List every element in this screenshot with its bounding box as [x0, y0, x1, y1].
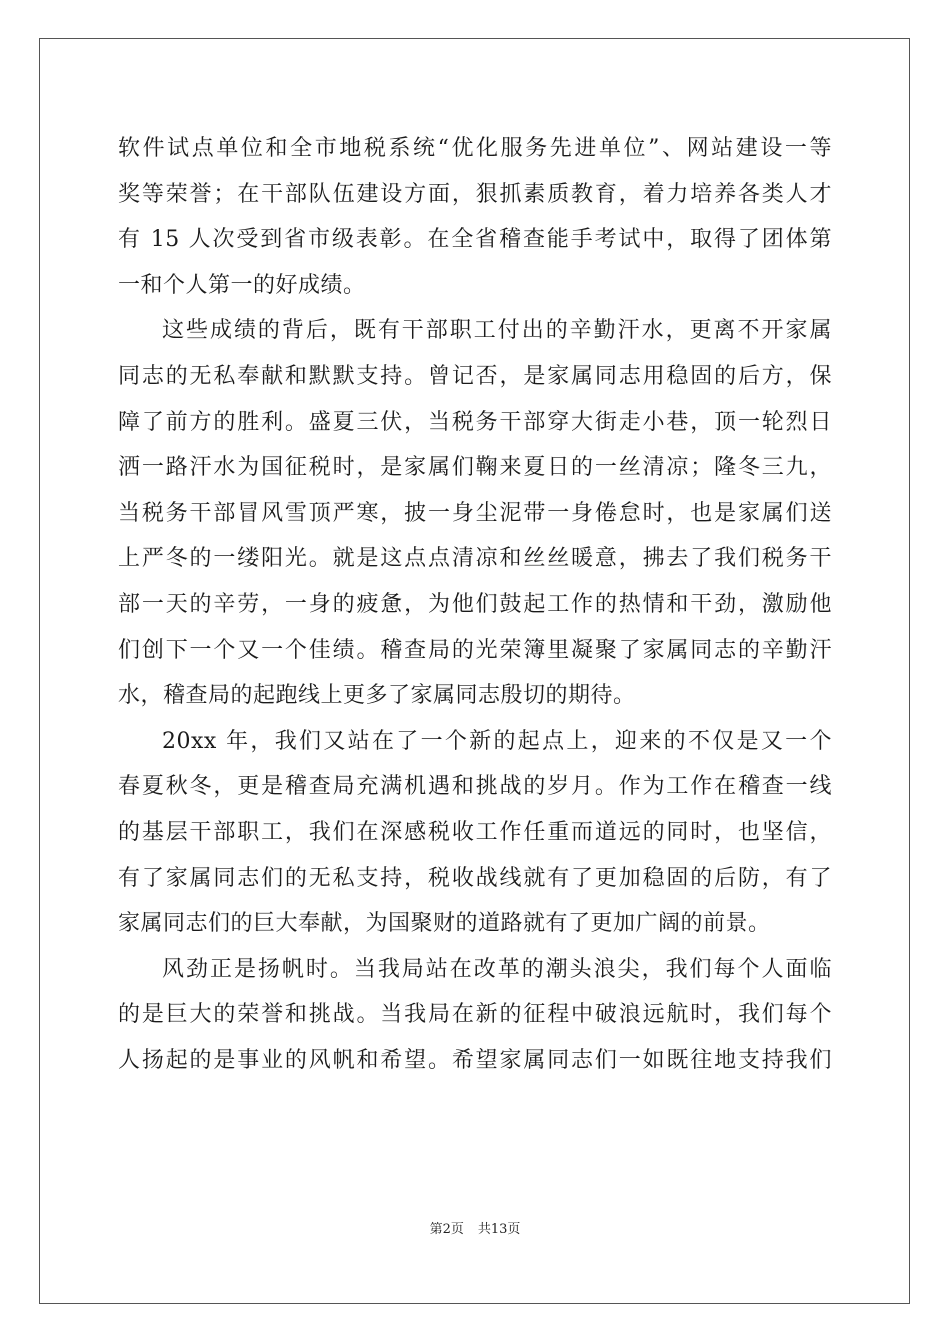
text-line: 的是巨大的荣誉和挑战。当我局在新的征程中破浪远航时，我们每个	[118, 1002, 832, 1028]
document-body	[118, 126, 832, 1083]
text-line: 的基层干部职工，我们在深感税收工作任重而道远的同时，也坚信，	[118, 819, 832, 845]
text-line: 奖等荣誉；在干部队伍建设方面，狠抓素质教育，着力培养各类人才	[118, 181, 832, 207]
page-total: 共13页	[477, 1222, 521, 1237]
text-line: 当税务干部冒风雪顶严寒，披一身尘泥带一身倦怠时，也是家属们送	[118, 500, 832, 526]
text-line: 洒一路汗水为国征税时，是家属们鞠来夏日的一丝清凉；隆冬三九，	[118, 455, 832, 481]
text-line: 水，稽查局的起跑线上更多了家属同志殷切的期待。	[118, 683, 636, 709]
text-line: 有 15 人次受到省市级表彰。在全省稽查能手考试中，取得了团体第	[118, 227, 832, 253]
text-line: 有了家属同志们的无私支持，税收战线就有了更加稳固的后防，有了	[118, 865, 832, 891]
paragraph-first-line: 风劲正是扬帆时。当我局站在改革的潮头浪尖，我们每个人面临	[162, 956, 832, 982]
text-line: 障了前方的胜利。盛夏三伏，当税务干部穿大街走小巷，顶一轮烈日	[118, 409, 832, 435]
page-footer	[0, 1218, 950, 1237]
paragraph-first-line: 这些成绩的背后，既有干部职工付出的辛勤汗水，更离不开家属	[162, 318, 832, 344]
text-line: 春夏秋冬，更是稽查局充满机遇和挑战的岁月。作为工作在稽查一线	[118, 774, 832, 800]
text-line: 同志的无私奉献和默默支持。曾记否，是家属同志用稳固的后方，保	[118, 363, 832, 389]
text-line: 家属同志们的巨大奉献，为国聚财的道路就有了更加广阔的前景。	[118, 911, 771, 937]
paragraph-first-line: 20xx 年，我们又站在了一个新的起点上，迎来的不仅是又一个	[162, 728, 832, 754]
text-line: 一和个人第一的好成绩。	[118, 272, 366, 298]
page-number: 第2页	[429, 1222, 464, 1237]
text-line: 部一天的辛劳，一身的疲惫，为他们鼓起工作的热情和干劲，激励他	[118, 591, 832, 617]
text-line: 人扬起的是事业的风帆和希望。希望家属同志们一如既往地支持我们	[118, 1047, 832, 1073]
text-line: 软件试点单位和全市地税系统“优化服务先进单位”、网站建设一等	[118, 136, 832, 161]
text-line: 们创下一个又一个佳绩。稽查局的光荣簿里凝聚了家属同志的辛勤汗	[118, 637, 832, 663]
text-line: 上严冬的一缕阳光。就是这点点清凉和丝丝暖意，拂去了我们税务干	[118, 546, 832, 572]
